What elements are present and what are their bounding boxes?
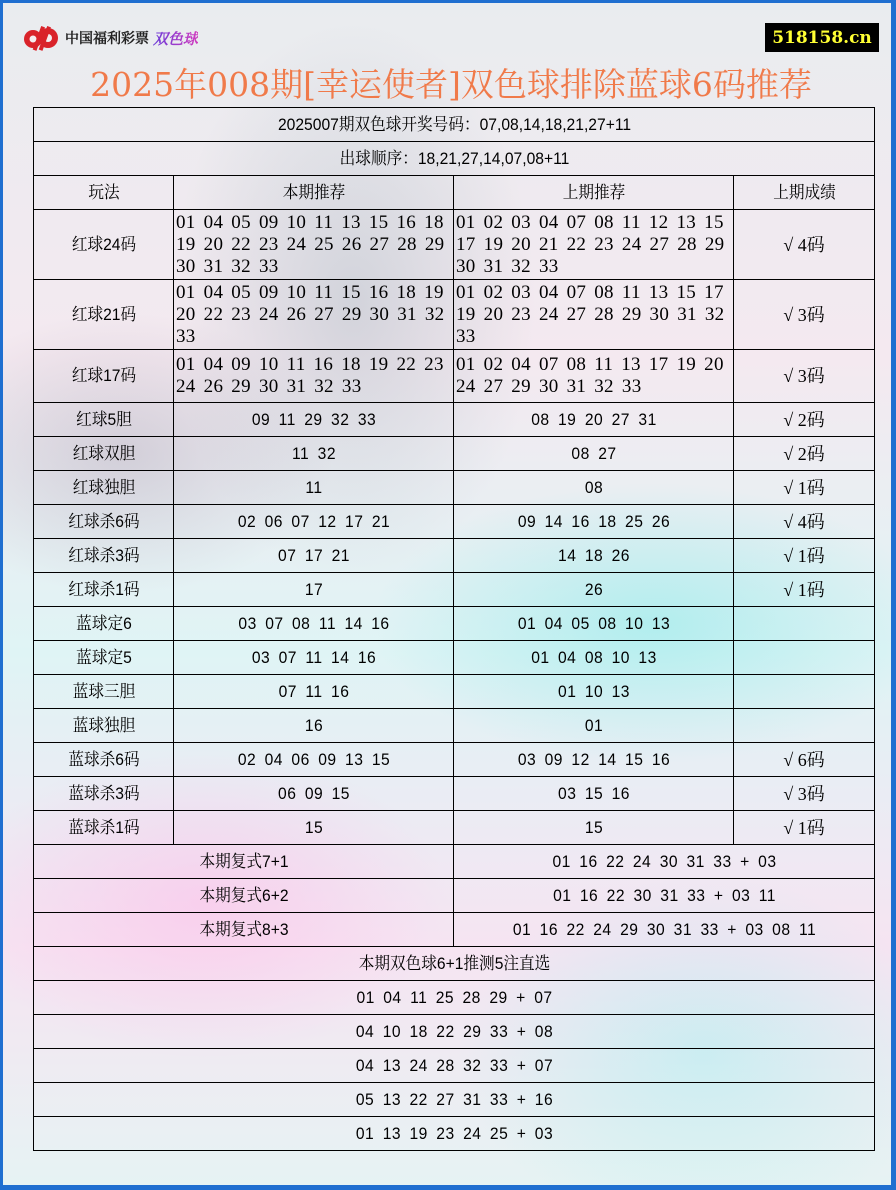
- previous-result: √ 1码: [734, 539, 875, 573]
- pick-row: [34, 1049, 875, 1083]
- current-numbers: 11 32: [185, 437, 443, 471]
- current-numbers: 03 07 08 11 14 16: [185, 607, 443, 641]
- previous-result: √ 4码: [734, 210, 875, 280]
- play-name: 蓝球定5: [39, 641, 168, 675]
- current-numbers: 11: [185, 471, 443, 505]
- pick-numbers: 01 04 11 25 28 29 + 07: [67, 981, 841, 1015]
- draw-result-text: 2025007期双色球开奖号码：07,08,14,18,21,27+11: [67, 108, 841, 142]
- table-row: [34, 539, 875, 573]
- previous-result: √ 3码: [734, 280, 875, 350]
- logo-text: 中国福利彩票: [65, 31, 149, 47]
- play-name: 蓝球定6: [39, 607, 168, 641]
- play-name: 红球杀6码: [39, 505, 168, 539]
- current-numbers: 02 04 06 09 13 15: [185, 743, 443, 777]
- previous-numbers: 01: [465, 709, 723, 743]
- current-numbers: 09 11 29 32 33: [185, 403, 443, 437]
- current-numbers: 17: [185, 573, 443, 607]
- previous-result: √ 1码: [734, 471, 875, 505]
- pick-row: [34, 1117, 875, 1151]
- previous-numbers: 09 14 16 18 25 26: [465, 505, 723, 539]
- current-numbers: 07 17 21: [185, 539, 443, 573]
- current-numbers: 06 09 15: [185, 777, 443, 811]
- previous-result: √ 3码: [734, 777, 875, 811]
- current-numbers: 07 11 16: [185, 675, 443, 709]
- recommendation-table: [33, 107, 875, 1151]
- play-name: 蓝球杀1码: [39, 811, 168, 845]
- play-name: 红球双胆: [39, 437, 168, 471]
- table-row: [34, 777, 875, 811]
- play-name: 红球独胆: [39, 471, 168, 505]
- play-name: 蓝球独胆: [39, 709, 168, 743]
- table-row: [34, 280, 875, 350]
- table-row: [34, 403, 875, 437]
- previous-numbers: 03 09 12 14 15 16: [465, 743, 723, 777]
- table-row: [34, 641, 875, 675]
- previous-numbers: 08 27: [465, 437, 723, 471]
- current-numbers: 16: [185, 709, 443, 743]
- play-name: 红球17码: [39, 350, 168, 403]
- table-header-row: [34, 176, 875, 210]
- previous-result: [734, 607, 875, 641]
- draw-result-row: [34, 108, 875, 142]
- compound-row: [34, 913, 875, 947]
- compound-label: 本期复式8+3: [50, 913, 436, 947]
- previous-numbers: 08 19 20 27 31: [465, 403, 723, 437]
- previous-result: √ 4码: [734, 505, 875, 539]
- play-name: 红球5胆: [39, 403, 168, 437]
- table-row: [34, 437, 875, 471]
- pick-numbers: 01 13 19 23 24 25 + 03: [67, 1117, 841, 1151]
- current-numbers: 15: [185, 811, 443, 845]
- compound-numbers: 01 16 22 24 30 31 33 + 03: [470, 845, 857, 879]
- page-canvas: [3, 3, 891, 1185]
- table-row: [34, 607, 875, 641]
- pick-row: [34, 1083, 875, 1117]
- play-name: 蓝球杀3码: [39, 777, 168, 811]
- previous-result: [734, 675, 875, 709]
- compound-numbers: 01 16 22 24 29 30 31 33 + 03 08 11: [470, 913, 857, 947]
- previous-numbers: 01 04 08 10 13: [465, 641, 723, 675]
- current-numbers: 01 04 05 09 10 11 15 16 18 19 20 22 23 24 26 27 29 30 31 32 33: [174, 280, 454, 350]
- previous-result: √ 1码: [734, 811, 875, 845]
- previous-numbers: 01 02 03 04 07 08 11 13 15 17 19 20 23 24 27 28 29 30 31 32 33: [454, 280, 734, 350]
- current-numbers: 02 06 07 12 17 21: [185, 505, 443, 539]
- previous-result: √ 6码: [734, 743, 875, 777]
- pick-numbers: 04 13 24 28 32 33 + 07: [67, 1049, 841, 1083]
- table-row: [34, 210, 875, 280]
- previous-numbers: 14 18 26: [465, 539, 723, 573]
- compound-row: [34, 879, 875, 913]
- previous-numbers: 01 02 04 07 08 11 13 17 19 20 24 27 29 30 31 32 33: [454, 350, 734, 403]
- draw-order-text: 出球顺序：18,21,27,14,07,08+11: [67, 142, 841, 176]
- draw-order-row: [34, 142, 875, 176]
- play-name: 红球21码: [39, 280, 168, 350]
- play-name: 红球杀3码: [39, 539, 168, 573]
- welfare-lottery-logo-icon: [21, 25, 61, 51]
- site-badge[interactable]: 518158.cn: [765, 23, 879, 52]
- current-numbers: 01 04 05 09 10 11 13 15 16 18 19 20 22 23 24 25 26 27 28 29 30 31 32 33: [174, 210, 454, 280]
- play-name: 蓝球三胆: [39, 675, 168, 709]
- previous-result: √ 2码: [734, 403, 875, 437]
- previous-numbers: 26: [465, 573, 723, 607]
- current-numbers: 01 04 09 10 11 16 18 19 22 23 24 26 29 30 31 32 33: [174, 350, 454, 403]
- column-header-current: 本期推荐: [185, 176, 443, 210]
- picks-title-row: [34, 947, 875, 981]
- previous-numbers: 08: [465, 471, 723, 505]
- previous-result: √ 1码: [734, 573, 875, 607]
- cwl-logo: [21, 25, 198, 51]
- compound-numbers: 01 16 22 30 31 33 + 03 11: [470, 879, 857, 913]
- table-row: [34, 743, 875, 777]
- table-row: [34, 471, 875, 505]
- logo-subtitle: 双色球: [153, 29, 199, 48]
- previous-numbers: 15: [465, 811, 723, 845]
- previous-numbers: 01 10 13: [465, 675, 723, 709]
- table-row: [34, 811, 875, 845]
- column-header-play: 玩法: [39, 176, 168, 210]
- compound-label: 本期复式7+1: [50, 845, 436, 879]
- column-header-result: 上期成绩: [739, 176, 869, 210]
- play-name: 蓝球杀6码: [39, 743, 168, 777]
- table-row: [34, 505, 875, 539]
- pick-row: [34, 981, 875, 1015]
- previous-result: [734, 709, 875, 743]
- previous-numbers: 01 04 05 08 10 13: [465, 607, 723, 641]
- pick-numbers: 05 13 22 27 31 33 + 16: [67, 1083, 841, 1117]
- previous-result: √ 3码: [734, 350, 875, 403]
- table-row: [34, 350, 875, 403]
- compound-row: [34, 845, 875, 879]
- play-name: 红球杀1码: [39, 573, 168, 607]
- picks-title: 本期双色球6+1推测5注直选: [67, 947, 841, 981]
- table-row: [34, 709, 875, 743]
- pick-numbers: 04 10 18 22 29 33 + 08: [67, 1015, 841, 1049]
- previous-result: [734, 641, 875, 675]
- previous-numbers: 01 02 03 04 07 08 11 12 13 15 17 19 20 21 22 23 24 27 28 29 30 31 32 33: [454, 210, 734, 280]
- previous-numbers: 03 15 16: [465, 777, 723, 811]
- play-name: 红球24码: [39, 210, 168, 280]
- column-header-previous: 上期推荐: [465, 176, 723, 210]
- previous-result: √ 2码: [734, 437, 875, 471]
- current-numbers: 03 07 11 14 16: [185, 641, 443, 675]
- table-row: [34, 675, 875, 709]
- pick-row: [34, 1015, 875, 1049]
- compound-label: 本期复式6+2: [50, 879, 436, 913]
- page-title: 2025年008期[幸运使者]双色球排除蓝球6码推荐: [90, 65, 812, 104]
- table-row: [34, 573, 875, 607]
